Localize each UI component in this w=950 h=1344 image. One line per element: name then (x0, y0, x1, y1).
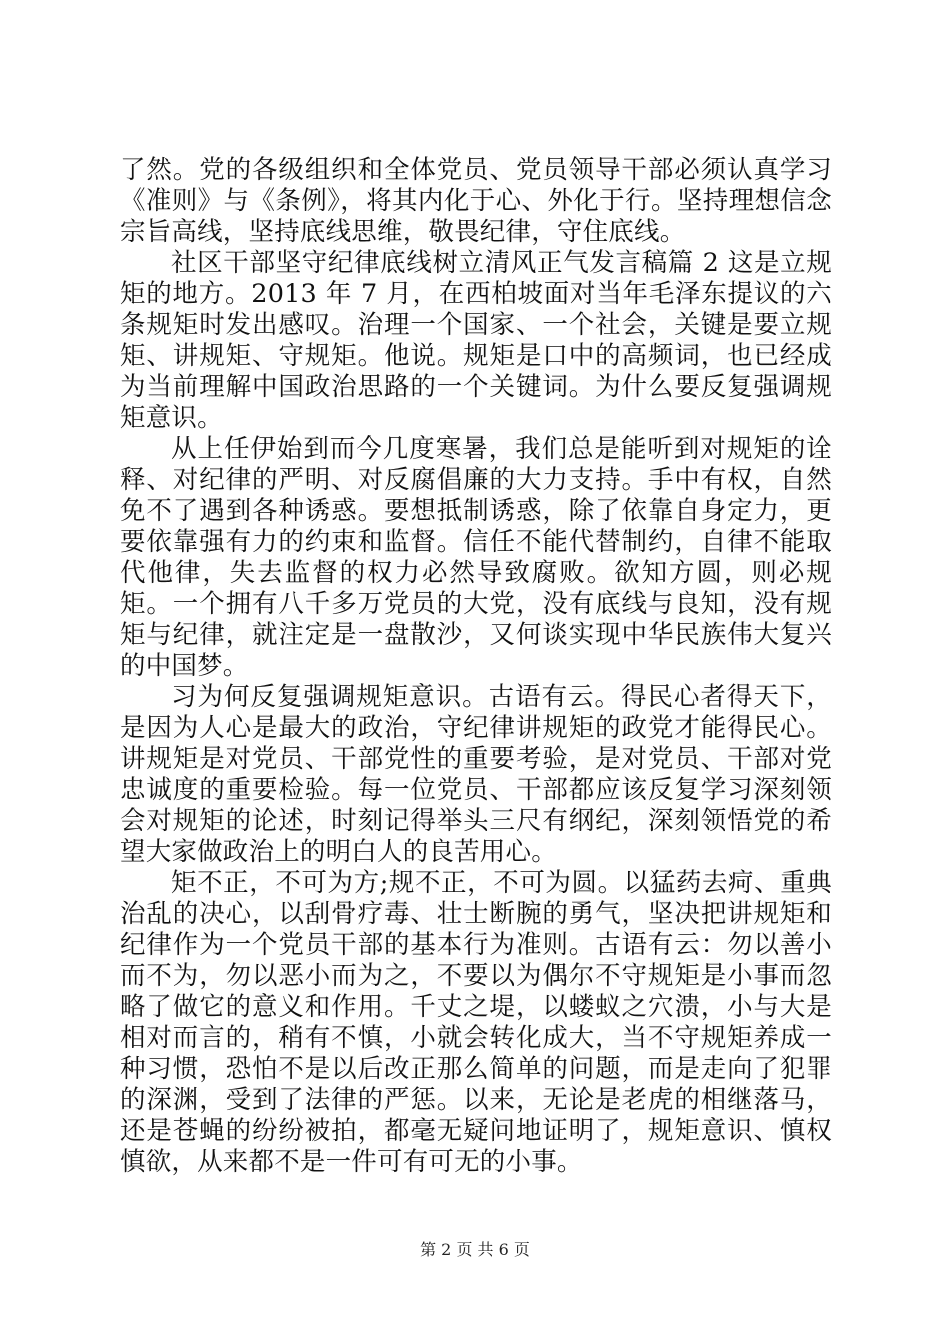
document-body (120, 155, 832, 1178)
paragraph-rules-awareness: 习为何反复强调规矩意识。古语有云。得民心者得天下，是因为人心是最大的政治，守纪律讲规矩的政党才能得民心。讲规矩是对党员、干部党性的重要考验，是对党员、干部对党忠诚度的重要检验。每一位党员、干部都应该反复学习深刻领会对规矩的论述，时刻记得举头三尺有纲纪，深刻领悟党的希望大家做政治上的明白人的良苦用心。 (120, 682, 832, 867)
paragraph-square-and-compass: 矩不正，不可为方;规不正，不可为圆。以猛药去疴、重典治乱的决心，以刮骨疗毒、壮士断腕的勇气，坚决把讲规矩和纪律作为一个党员干部的基本行为准则。古语有云：勿以善小而不为，勿以恶小而为之，不要以为偶尔不守规矩是小事而忽略了做它的意义和作用。千丈之堤，以蝼蚁之穴溃，小与大是相对而言的，稍有不慎，小就会转化成大，当不守规矩养成一种习惯，恐怕不是以后改正那么简单的问题，而是走向了犯罪的深渊，受到了法律的严惩。以来，无论是老虎的相继落马，还是苍蝇的纷纷被拍，都毫无疑问地证明了，规矩意识、慎权慎欲，从来都不是一件可有可无的小事。 (120, 868, 832, 1177)
paragraph-speech-title: 社区干部坚守纪律底线树立清风正气发言稿篇 2 这是立规矩的地方。2013 年 7 月，在西柏坡面对当年毛泽东提议的六条规矩时发出感叹。治理一个国家、一个社会，关键是要立规矩、讲规矩、守规矩。他说。规矩是口中的高频词，也已经成为当前理解中国政治思路的一个关键词。为什么要反复强调规矩意识。 (120, 248, 832, 433)
paragraph-continuation: 了然。党的各级组织和全体党员、党员领导干部必须认真学习《准则》与《条例》，将其内化于心、外化于行。坚持理想信念宗旨高线，坚持底线思维，敬畏纪律，守住底线。 (120, 155, 832, 247)
paragraph-supervision: 从上任伊始到而今几度寒暑，我们总是能听到对规矩的诠释、对纪律的严明、对反腐倡廉的大力支持。手中有权，自然免不了遇到各种诱惑。要想抵制诱惑，除了依靠自身定力，更要依靠强有力的约束和监督。信任不能代替制约，自律不能取代他律，失去监督的权力必然导致腐败。欲知方圆，则必规矩。一个拥有八千多万党员的大党，没有底线与良知，没有规矩与纪律，就注定是一盘散沙，又何谈实现中华民族伟大复兴的中国梦。 (120, 434, 832, 681)
page-footer: 第 2 页 共 6 页 (420, 1240, 530, 1259)
